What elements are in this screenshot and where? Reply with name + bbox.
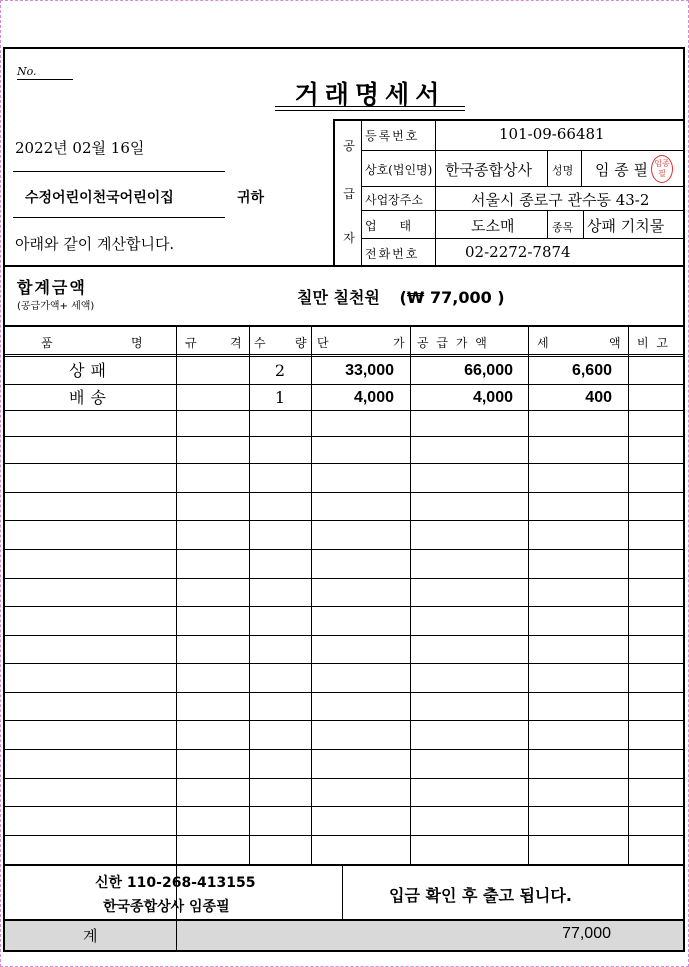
total-amount-sublabel: (공급가액+ 세액): [17, 301, 95, 312]
supplier-item-divider: [547, 210, 548, 238]
document-number-line: [17, 79, 73, 80]
header-spec-2: 격: [230, 336, 242, 350]
registration-label: 등록번호: [365, 129, 420, 143]
row-1-unit-price: 33,000: [345, 362, 394, 379]
row-line: [5, 635, 685, 636]
row-line: [5, 749, 685, 750]
column-divider: [628, 325, 629, 865]
title-underline-2: [275, 110, 465, 111]
recipient-name: 수정어린이천국어린이집: [25, 190, 174, 206]
seal-stamp-icon: 임종필: [651, 155, 673, 183]
supplier-row-line: [361, 150, 685, 151]
row-2-item-name: 배송: [69, 388, 112, 407]
row-2-tax: 400: [585, 389, 612, 406]
business-address: 서울시 종로구 관수동 43-2: [471, 191, 650, 209]
issue-date: 2022년 02월 16일: [15, 139, 145, 157]
row-line: [5, 549, 685, 550]
business-item-label: 종목: [552, 221, 574, 234]
row-line: [5, 578, 685, 579]
supplier-label-divider: [361, 119, 362, 265]
company-name: 한국종합상사: [445, 161, 532, 179]
owner-label: 성명: [552, 164, 574, 177]
row-2-unit-price: 4,000: [353, 389, 394, 406]
header-spec-1: 규: [185, 336, 197, 350]
shipping-notice: 입금 확인 후 출고 됩니다.: [389, 886, 572, 905]
row-line: [5, 410, 685, 411]
header-supply-amount: 공 급 가 액: [417, 336, 489, 350]
header-item-name-1: 품: [41, 336, 53, 350]
header-unit-price-1: 단: [317, 336, 329, 350]
supplier-side-label: 공: [343, 139, 355, 153]
row-line: [5, 663, 685, 664]
footer-divider: [342, 864, 343, 920]
calculation-note: 아래와 같이 계산합니다.: [15, 235, 175, 253]
account-holder: 한국종합상사 임종필: [103, 899, 230, 915]
row-2-quantity: 1: [274, 388, 286, 407]
table-bottom-line: [5, 864, 685, 866]
supplier-box-top: [333, 119, 685, 121]
row-line: [5, 492, 685, 493]
row-line: [5, 520, 685, 521]
sum-row-top: [5, 919, 685, 921]
supplier-row-line: [361, 210, 685, 211]
address-label: 사업장주소: [365, 193, 423, 207]
row-1-tax: 6,600: [571, 362, 612, 379]
supplier-side-label: 자: [343, 231, 355, 245]
supplier-field-divider: [435, 119, 436, 265]
supplier-row-line: [361, 238, 685, 239]
header-tax-1: 세: [537, 336, 549, 350]
table-top: [5, 325, 685, 327]
document-number-label: No.: [17, 65, 37, 78]
bank-account: 신한 110-268-413155: [95, 875, 256, 891]
row-line: [5, 692, 685, 693]
recipient-honorific: 귀하: [237, 190, 265, 206]
phone-label: 전화번호: [365, 247, 420, 261]
sum-label: 계: [83, 927, 98, 945]
row-2-supply-amount: 4,000: [472, 389, 513, 406]
business-type-label: 업 태: [365, 219, 412, 233]
business-item: 상패 기치물: [587, 217, 665, 235]
header-qty-1: 수: [254, 336, 266, 350]
row-line: [5, 806, 685, 807]
header-remark: 비 고: [637, 336, 670, 350]
owner-name: 임 종 필: [595, 161, 649, 179]
date-underline: [13, 171, 225, 172]
total-amount-korean: 칠만 칠천원: [297, 288, 380, 307]
row-line: [5, 463, 685, 464]
total-amount-text: [297, 285, 505, 308]
row-line: [5, 835, 685, 836]
column-divider: [176, 325, 177, 921]
supplier-name-divider: [581, 150, 582, 186]
header-bottom-line: [5, 354, 685, 355]
row-line: [5, 384, 685, 385]
row-line: [5, 720, 685, 721]
recipient-underline: [13, 217, 225, 218]
row-line: [5, 778, 685, 779]
supplier-row-line: [361, 186, 685, 187]
total-amount-value: (₩ 77,000 ): [399, 288, 505, 307]
company-label: 상호(법인명): [365, 163, 433, 177]
total-row-top: [5, 265, 685, 267]
header-qty-2: 량: [295, 336, 307, 350]
supplier-item-divider: [583, 210, 584, 238]
business-type: 도소매: [471, 217, 515, 235]
supplier-name-divider: [547, 150, 548, 186]
title-underline: [275, 106, 465, 107]
sum-row-divider: [176, 920, 177, 950]
header-unit-price-2: 가: [393, 336, 405, 350]
header-item-name-2: 명: [131, 336, 143, 350]
sum-value: 77,000: [562, 925, 611, 942]
row-1-quantity: 2: [274, 361, 286, 380]
header-bottom-line-2: [5, 356, 685, 357]
row-line: [5, 606, 685, 607]
document-title: 거래명세서: [294, 80, 446, 109]
supplier-side-label: 급: [343, 187, 355, 201]
row-1-supply-amount: 66,000: [464, 362, 513, 379]
phone-number: 02-2272-7874: [465, 243, 571, 261]
registration-number: 101-09-66481: [499, 125, 605, 143]
supplier-box-left: [333, 119, 335, 265]
invoice-document: [3, 47, 685, 952]
header-tax-2: 액: [609, 336, 621, 350]
total-amount-label: 합계금액: [17, 278, 87, 297]
row-1-item-name: 상패: [69, 361, 112, 380]
row-line: [5, 436, 685, 437]
